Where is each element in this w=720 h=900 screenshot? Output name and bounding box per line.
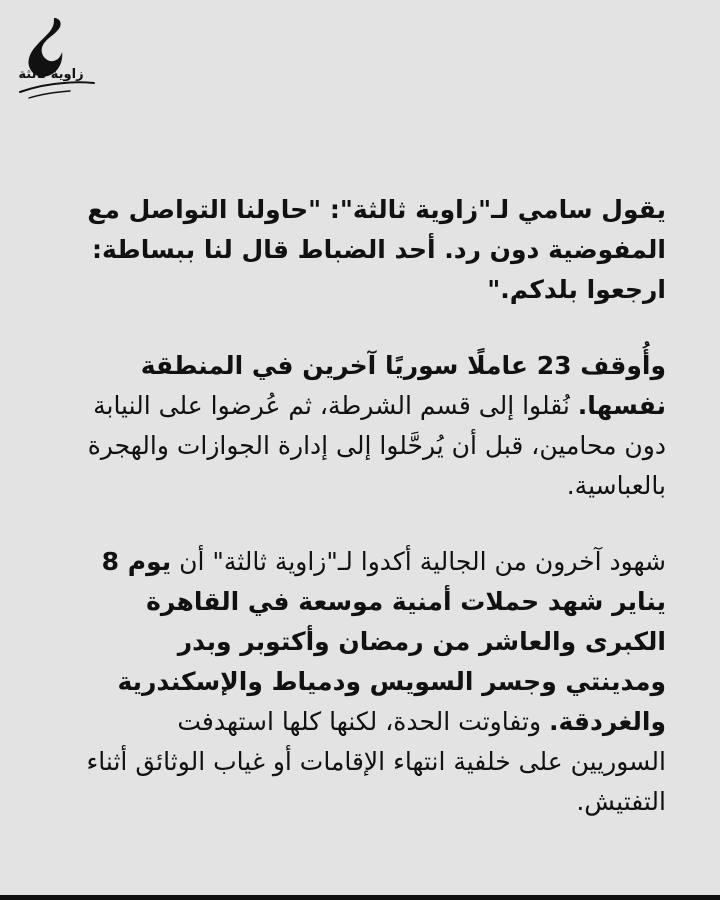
logo-text: زاوية ثالثة [18, 67, 84, 82]
article-text [86, 190, 666, 822]
bottom-rule [0, 895, 720, 900]
brand-logo [8, 10, 100, 102]
paragraph-3 [86, 542, 666, 822]
paragraph-2-normal: نُقلوا إلى قسم الشرطة، ثم عُرضوا على النيابة دون محامين، قبل أن يُرحَّلوا إلى إدارة الجوازات والهجرة بالعباسية. [87, 391, 666, 500]
paragraph-2 [86, 346, 666, 506]
paragraph-3-normal: وتفاوتت الحدة، لكنها كلها استهدفت السوريين على خلفية انتهاء الإقامات أو غياب الوثائق أثناء التفتيش. [86, 707, 666, 816]
paragraph-1-bold: يقول سامي لـ"زاوية ثالثة": "حاولنا التواصل مع المفوضية دون رد. أحد الضباط قال لنا ببساطة: ارجعوا بلدكم." [87, 195, 666, 304]
feather-quill-icon [8, 10, 100, 102]
paragraph-2-bold: وأُوقف 23 عاملًا سوريًا آخرين في المنطقة نفسها. [140, 351, 666, 420]
paragraph-3-normal-before: شهود آخرون من الجالية أكدوا لـ"زاوية ثالثة" أن [171, 547, 666, 576]
paragraph-1 [86, 190, 666, 310]
paragraph-3-bold: يوم 8 يناير شهد حملات أمنية موسعة في القاهرة الكبرى والعاشر من رمضان وأكتوبر وبدر ومدينتي وجسر السويس ودمياط والإسكندرية والغردقة. [101, 547, 666, 736]
